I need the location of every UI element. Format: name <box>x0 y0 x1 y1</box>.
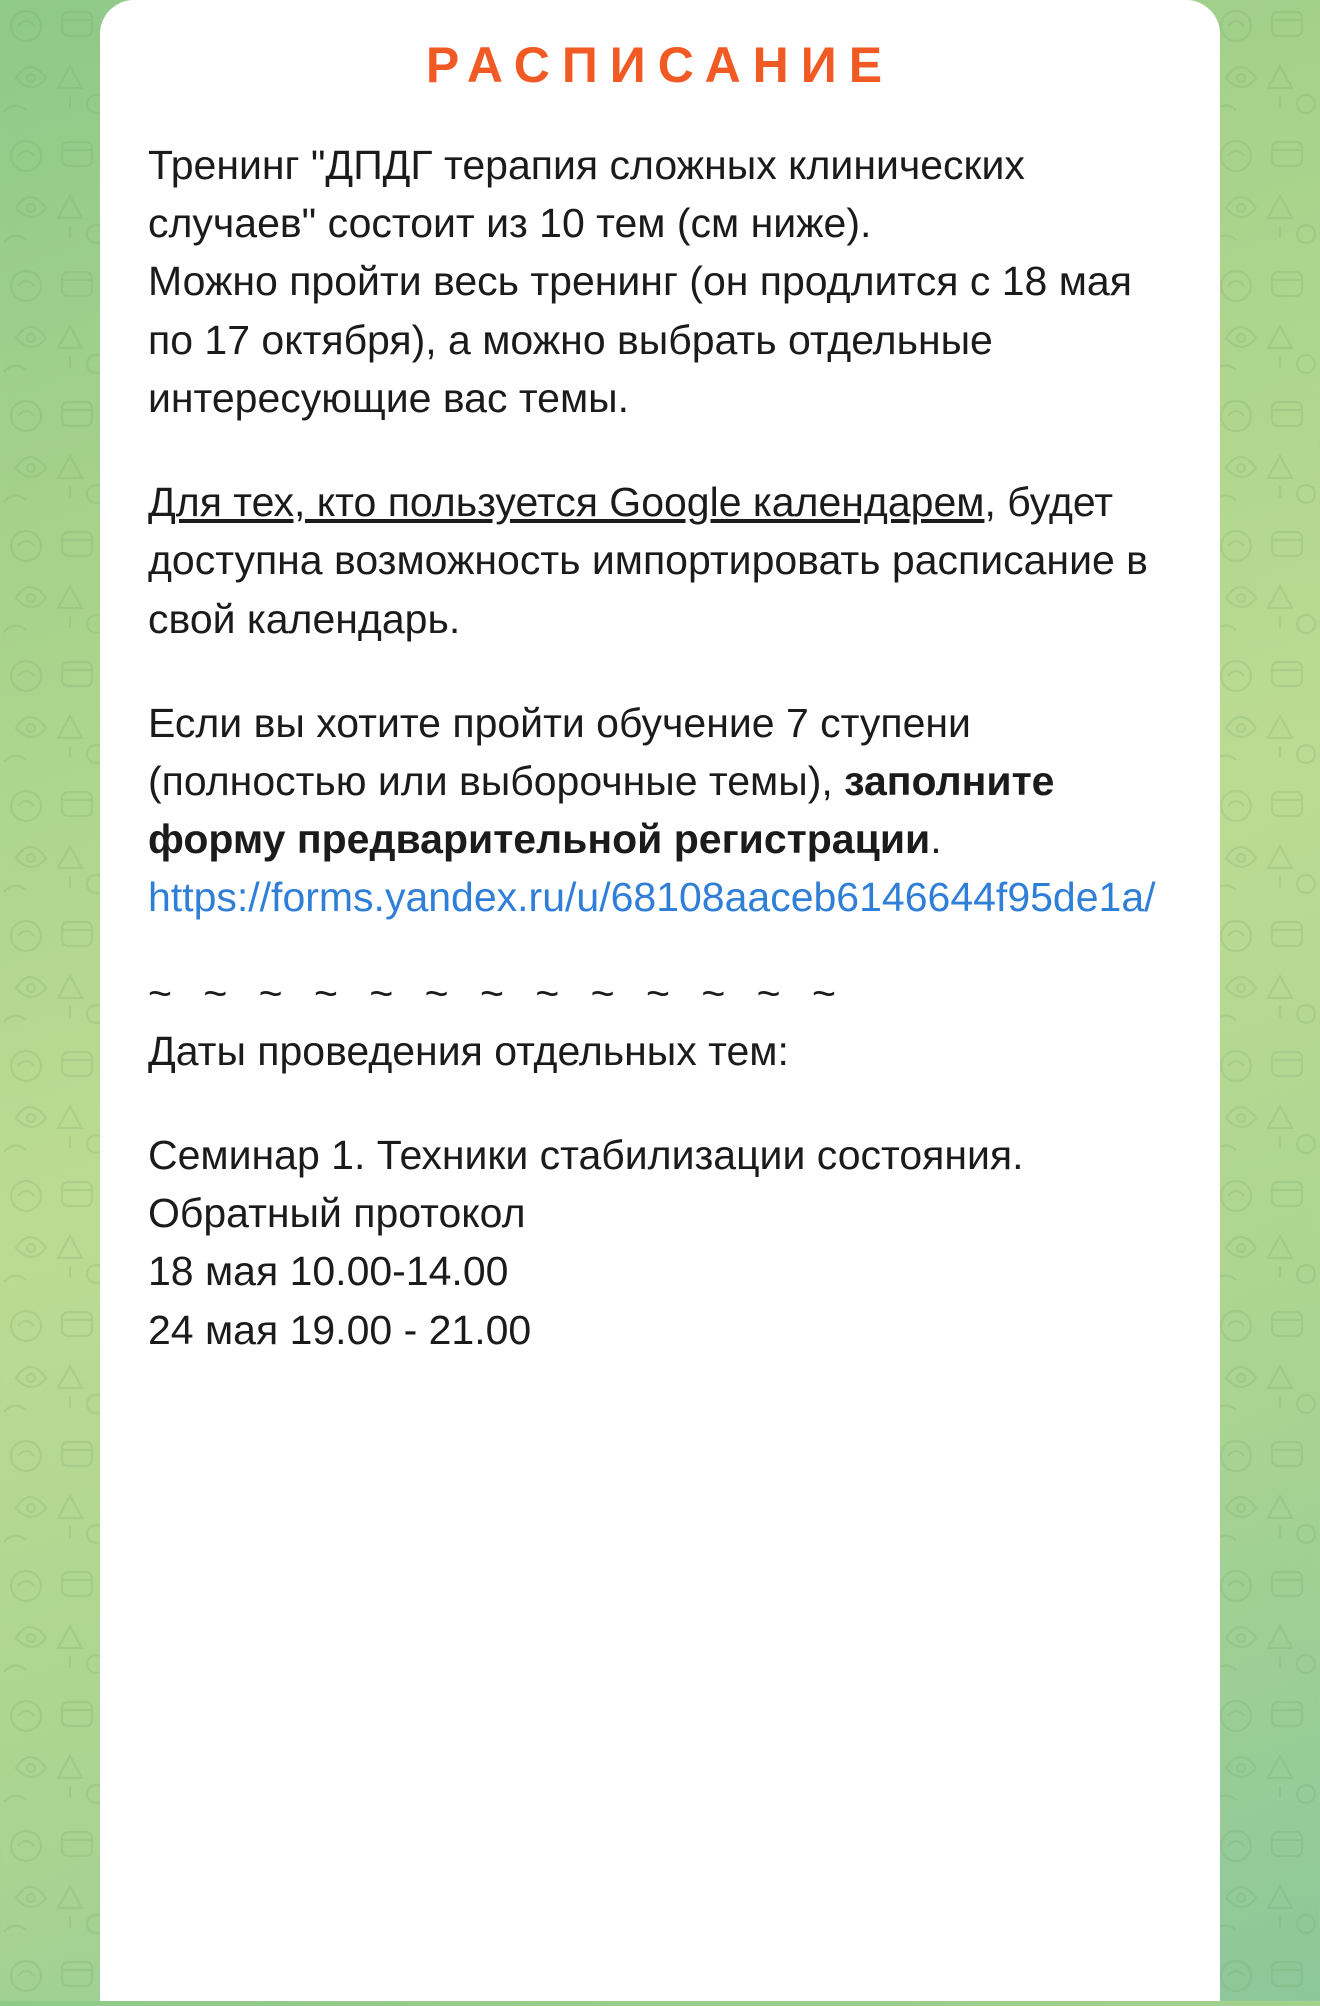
paragraph-spacer-3 <box>148 927 1172 973</box>
dates-heading: Даты проведения отдельных тем: <box>148 1027 789 1074</box>
intro-paragraph-line-2: Можно пройти весь тренинг (он продлится с 18 мая по 17 октября), а можно выбрать отдельные интересующие вас темы. <box>148 258 1132 421</box>
google-calendar-rest: , будет доступна возможность импортировать расписание в свой календарь. <box>148 479 1148 642</box>
seminar-1-date-1: 18 мая 10.00-14.00 <box>148 1248 509 1295</box>
google-calendar-emphasis: Для тех, кто пользуется Google календарем <box>148 479 985 526</box>
registration-text-end: . <box>930 816 942 863</box>
registration-paragraph <box>148 694 1172 869</box>
page-title: РАСПИСАНИЕ <box>425 37 895 93</box>
paragraph-spacer-4 <box>148 1080 1172 1126</box>
intro-paragraph-line-1: Тренинг "ДПДГ терапия сложных клинических случаев" состоит из 10 тем (см ниже). <box>148 142 1025 247</box>
page-wrapper <box>100 0 1220 2001</box>
seminar-1-date-2: 24 мая 19.00 - 21.00 <box>148 1306 532 1353</box>
schedule-card <box>100 0 1220 2001</box>
section-divider: ~ ~ ~ ~ ~ ~ ~ ~ ~ ~ ~ ~ ~ <box>148 969 846 1016</box>
registration-form-link[interactable]: https://forms.yandex.ru/u/68108aaceb6146644f95de1a/ <box>148 874 1156 921</box>
registration-text-start: Если вы хотите пройти обучение 7 ступени (полностью или выборочные темы), <box>148 699 971 804</box>
seminar-1-title: Семинар 1. Техники стабилизации состояния. Обратный протокол <box>148 1131 1024 1237</box>
paragraph-spacer-2 <box>148 648 1172 694</box>
google-calendar-paragraph <box>148 473 1172 648</box>
document-body <box>148 136 1172 1359</box>
paragraph-spacer <box>148 427 1172 473</box>
registration-form-emphasis: заполните форму предварительной регистрации <box>148 757 1055 863</box>
